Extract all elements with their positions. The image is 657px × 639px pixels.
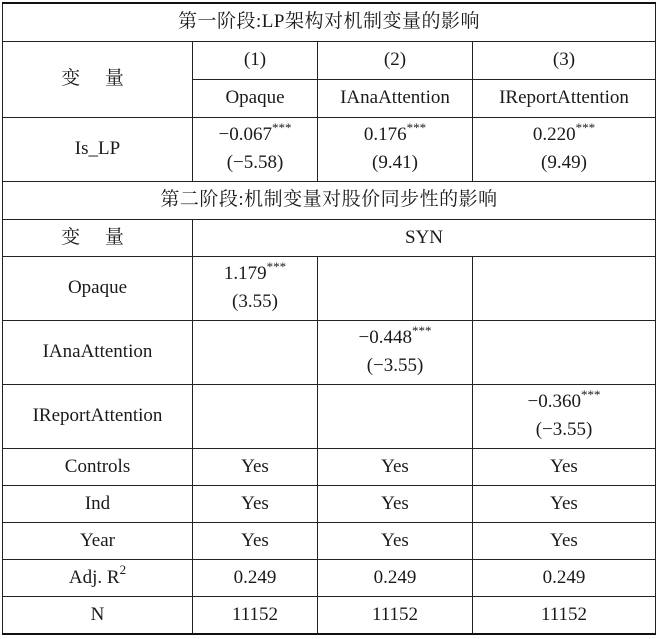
t-stat: (9.41) (372, 152, 418, 173)
dependent-var-3: IReportAttention (473, 79, 656, 117)
coef: 0.220 (532, 124, 576, 146)
column-number-1: (1) (193, 41, 318, 79)
dependent-var-2: IAnaAttention (318, 79, 473, 117)
column-number-3: (3) (473, 41, 656, 79)
ianaattention-cell (318, 320, 473, 384)
stage2-variable-header: 变 量 (3, 219, 193, 256)
stage1-variable-header: 变 量 (3, 41, 193, 117)
t-stat: (9.49) (541, 152, 587, 173)
significance-stars: *** (580, 387, 601, 403)
controls-value: Yes (473, 448, 656, 485)
empty-cell (193, 320, 318, 384)
n-value: 11152 (473, 596, 656, 634)
coef: 0.176 (363, 124, 407, 146)
controls-value: Yes (318, 448, 473, 485)
regression-table (2, 2, 656, 635)
r-squared-superscript: 2 (119, 562, 127, 578)
ind-value: Yes (193, 485, 318, 522)
controls-value: Yes (193, 448, 318, 485)
ireportattention-cell (473, 384, 656, 448)
is-lp-cell-3 (473, 117, 656, 181)
stage2-title: 第二阶段:机制变量对股价同步性的影响 (3, 181, 656, 219)
significance-stars: *** (271, 120, 292, 136)
empty-cell (473, 256, 656, 320)
ind-value: Yes (473, 485, 656, 522)
row-label-n: N (3, 596, 193, 634)
adj-r2-value: 0.249 (193, 559, 318, 596)
row-label-ind: Ind (3, 485, 193, 522)
t-stat: (−5.58) (226, 152, 284, 173)
empty-cell (193, 384, 318, 448)
ind-value: Yes (318, 485, 473, 522)
empty-cell (473, 320, 656, 384)
n-value: 11152 (318, 596, 473, 634)
row-label-ianaattention: IAnaAttention (3, 320, 193, 384)
column-number-2: (2) (318, 41, 473, 79)
adj-r2-value: 0.249 (318, 559, 473, 596)
row-label-year: Year (3, 522, 193, 559)
dependent-var-1: Opaque (193, 79, 318, 117)
stage2-dependent-var: SYN (193, 219, 656, 256)
row-label-is-lp: Is_LP (3, 117, 193, 181)
coef: −0.067 (218, 124, 272, 146)
coef: −0.360 (527, 391, 581, 413)
t-stat: (3.55) (232, 291, 278, 312)
empty-cell (318, 256, 473, 320)
stage1-title: 第一阶段:LP架构对机制变量的影响 (3, 3, 656, 41)
is-lp-cell-1 (193, 117, 318, 181)
n-value: 11152 (193, 596, 318, 634)
significance-stars: *** (266, 259, 287, 275)
coef: 1.179 (223, 263, 267, 285)
t-stat: (−3.55) (366, 355, 424, 376)
is-lp-cell-2 (318, 117, 473, 181)
row-label-opaque: Opaque (3, 256, 193, 320)
adj-r2-value: 0.249 (473, 559, 656, 596)
year-value: Yes (193, 522, 318, 559)
coef: −0.448 (358, 327, 412, 349)
year-value: Yes (473, 522, 656, 559)
row-label-ireportattention: IReportAttention (3, 384, 193, 448)
significance-stars: *** (406, 120, 427, 136)
significance-stars: *** (575, 120, 596, 136)
significance-stars: *** (411, 323, 432, 339)
year-value: Yes (318, 522, 473, 559)
row-label-controls: Controls (3, 448, 193, 485)
row-label-adj-r2: Adj. $R^2$ (3, 559, 193, 596)
empty-cell (318, 384, 473, 448)
opaque-cell (193, 256, 318, 320)
t-stat: (−3.55) (535, 419, 593, 440)
